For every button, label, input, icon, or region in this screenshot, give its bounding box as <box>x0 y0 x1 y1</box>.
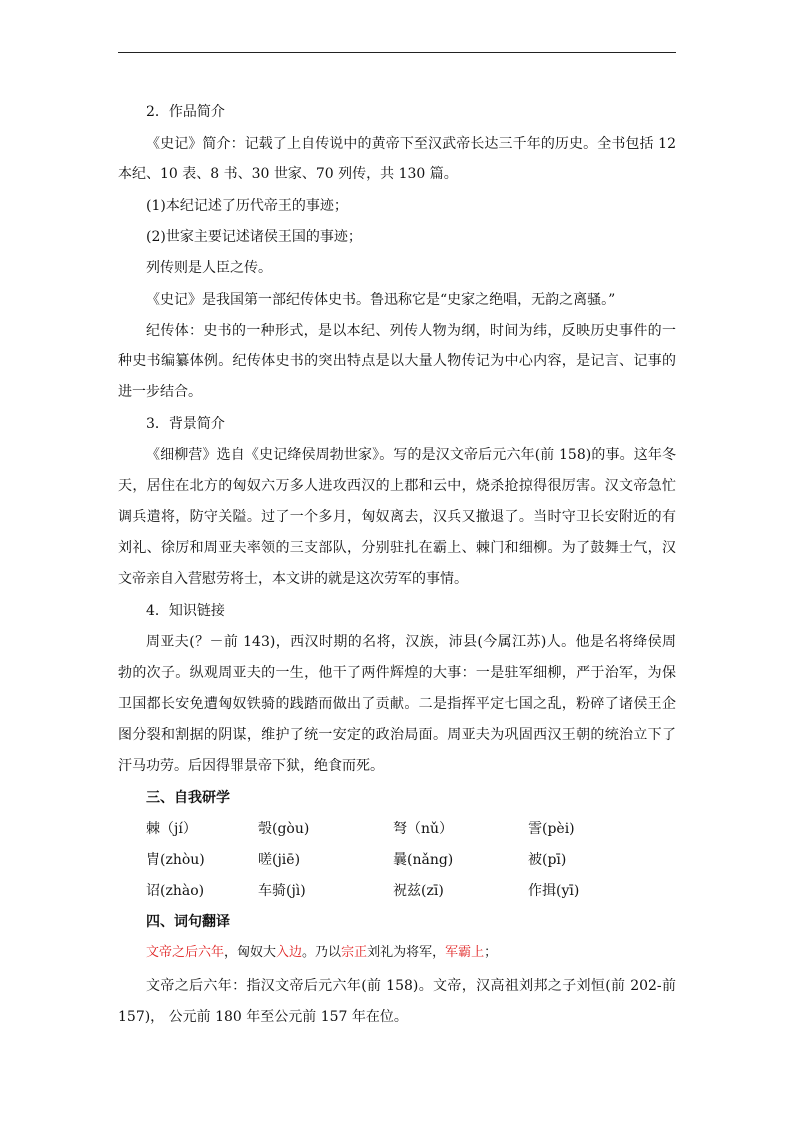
paragraph-line: 图分裂和割据的阴谋，维护了统一安定的政治局面。周亚夫为巩固西汉王朝的统治立下了 <box>118 727 676 743</box>
quote-highlight: 文帝之后六年 <box>146 945 225 960</box>
paragraph-line: 种史书编纂体例。纪传体史书的突出特点是以大量人物传记为中心内容，是记言、记事的 <box>118 353 676 369</box>
quote-text: 。乃以 <box>302 945 342 960</box>
quote-highlight: 宗正 <box>341 945 368 960</box>
section-heading-knowledge: 4．知识链接 <box>146 603 225 619</box>
quote-text: ，匈奴大 <box>224 945 277 960</box>
note-line: 文帝之后六年：指汉文帝后元六年(前 158)。文帝，汉高祖刘邦之子刘恒(前 202-前 <box>146 978 676 994</box>
pinyin-item: 诏(zhào) <box>146 883 205 899</box>
pinyin-item: 车骑(jì) <box>258 883 306 899</box>
source-quote <box>146 943 676 963</box>
pinyin-row <box>146 881 676 901</box>
paragraph-line: 《细柳营》选自《史记绛侯周勃世家》。写的是汉文帝后元六年(前 158)的事。这年冬 <box>146 447 676 463</box>
quote-text: ； <box>484 945 498 960</box>
paragraph-line: 周亚夫(？－前 143)，西汉时期的名将，汉族，沛县(今属江苏)人。他是名将绛侯周 <box>146 634 676 650</box>
list-item: 列传则是人臣之传。 <box>146 260 272 276</box>
paragraph-line: 天，居住在北方的匈奴六万多人进攻西汉的上郡和云中，烧杀抢掠得很厉害。汉文帝急忙 <box>118 478 676 494</box>
pinyin-item: 霅(pèi) <box>528 821 575 837</box>
pinyin-item: 彀(gòu) <box>258 821 310 837</box>
section-heading-background: 3．背景简介 <box>146 416 225 432</box>
quote-highlight: 入边 <box>276 945 303 960</box>
paragraph-line: 汗马功劳。后因得罪景帝下狱，绝食而死。 <box>118 758 384 774</box>
pinyin-item: 棘（jí） <box>146 821 197 837</box>
paragraph-line: 卫国都长安免遭匈奴铁骑的践踏而做出了贡献。二是指挥平定七国之乱，粉碎了诸侯王企 <box>118 696 676 712</box>
section-heading-translation: 四、词句翻译 <box>146 914 230 930</box>
pinyin-item: 胄(zhòu) <box>146 852 205 868</box>
paragraph-line: 文帝亲自入营慰劳将士，本文讲的就是这次劳军的事情。 <box>118 571 468 587</box>
list-item: (1)本纪记述了历代帝王的事迹； <box>146 198 348 214</box>
pinyin-item: 嗟(jiē) <box>258 852 301 868</box>
pinyin-item: 被(pī) <box>528 852 567 868</box>
header-rule <box>118 52 676 53</box>
paragraph-line: 进一步结合。 <box>118 384 202 400</box>
paragraph-line: 勃的次子。纵观周亚夫的一生，他干了两件辉煌的大事：一是驻军细柳，严于治军，为保 <box>118 665 676 681</box>
list-item: (2)世家主要记述诸侯王国的事迹； <box>146 229 362 245</box>
paragraph-line: 刘礼、徐厉和周亚夫率领的三支部队，分别驻扎在霸上、棘门和细柳。为了鼓舞士气，汉 <box>118 540 676 556</box>
section-heading-self-study: 三、自我研学 <box>146 790 230 806</box>
pinyin-item: 弩（nǔ） <box>393 821 454 837</box>
pinyin-row <box>146 850 676 870</box>
pinyin-item: 作揖(yī) <box>528 883 580 899</box>
quote-text: 刘礼为将军， <box>367 945 446 960</box>
paragraph-line: 本纪、10 表、8 书、30 世家、70 列传，共 130 篇。 <box>118 166 458 182</box>
note-line: 157)， 公元前 180 年至公元前 157 年在位。 <box>118 1009 408 1025</box>
pinyin-item: 曩(nǎng) <box>393 852 454 868</box>
paragraph-line: 纪传体：史书的一种形式，是以本纪、列传人物为纲，时间为纬，反映历史事件的一 <box>146 323 676 339</box>
pinyin-row <box>146 819 676 839</box>
paragraph-line: 《史记》是我国第一部纪传体史书。鲁迅称它是“史家之绝唱，无韵之离骚。” <box>146 292 616 308</box>
pinyin-item: 祝兹(zī) <box>393 883 444 899</box>
section-heading-intro: 2．作品简介 <box>146 104 225 120</box>
paragraph-line: 调兵遣将，防守关隘。过了一个多月，匈奴离去，汉兵又撤退了。当时守卫长安附近的有 <box>118 509 676 525</box>
quote-highlight: 军霸上 <box>445 945 485 960</box>
paragraph-line: 《史记》简介：记载了上自传说中的黄帝下至汉武帝长达三千年的历史。全书包括 12 <box>146 136 676 152</box>
